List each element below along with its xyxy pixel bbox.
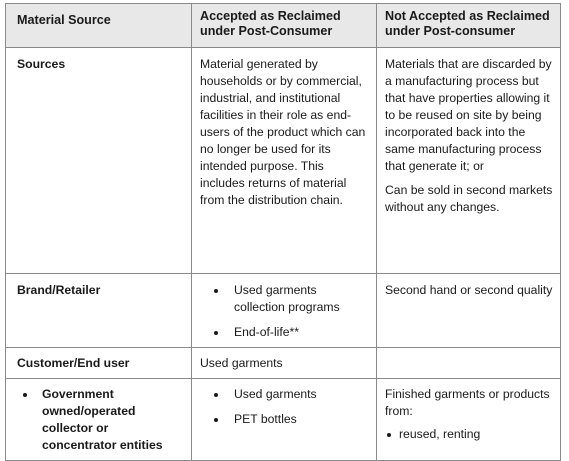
table-row <box>6 379 561 461</box>
brand-accepted-list <box>200 282 370 341</box>
reclaimed-material-table <box>5 3 561 461</box>
row-label-government-cell <box>6 379 192 461</box>
row-label-sources: Sources <box>6 48 192 274</box>
header-not-accepted: Not Accepted as Reclaimed under Post-consumer <box>377 4 561 48</box>
header-row <box>6 4 561 48</box>
government-accepted-cell <box>192 379 377 461</box>
list-item: PET bottles <box>200 411 370 428</box>
list-item: Used garments collection programs <box>200 282 370 316</box>
list-item: reused, renting <box>385 426 554 443</box>
table-row <box>6 48 561 274</box>
government-not-accepted-list <box>385 426 554 443</box>
brand-not-accepted-cell <box>377 274 561 348</box>
sources-not-accepted-para-2: Can be sold in second markets without any changes. <box>385 183 553 214</box>
list-item: End-of-life** <box>200 324 370 341</box>
sources-accepted-cell <box>192 48 377 274</box>
sources-not-accepted-para-1: Materials that are discarded by a manufacturing process but that have properties allowing it to be reused on site by being incorporated back into the same manufacturing process that generate it; or <box>385 57 552 173</box>
customer-not-accepted-cell <box>377 348 561 379</box>
customer-accepted-cell <box>192 348 377 379</box>
table-row <box>6 348 561 379</box>
brand-accepted-cell <box>192 274 377 348</box>
list-item: Used garments <box>200 386 370 403</box>
header-accepted: Accepted as Reclaimed under Post-Consumer <box>192 4 377 48</box>
government-not-accepted-cell <box>377 379 561 461</box>
table-row <box>6 274 561 348</box>
sources-not-accepted-cell <box>377 48 561 274</box>
government-accepted-list <box>200 386 370 428</box>
brand-not-accepted-text: Second hand or second quality <box>385 283 553 297</box>
government-not-accepted-intro: Finished garments or products from: <box>385 387 550 418</box>
customer-accepted-text: Used garments <box>200 356 283 370</box>
header-material-source: Material Source <box>6 4 192 48</box>
row-label-brand-retailer: Brand/Retailer <box>6 274 192 348</box>
row-label-government: Government owned/operated collector or concentrator entities <box>9 386 183 454</box>
sources-accepted-text: Material generated by households or by commercial, industrial, and institutional facilities in their role as end-users of the product which can no longer be used for its intended purpose. This includes returns of material from the distribution chain. <box>200 57 366 207</box>
row-label-customer-end-user: Customer/End user <box>6 348 192 379</box>
government-label-list <box>9 386 183 454</box>
